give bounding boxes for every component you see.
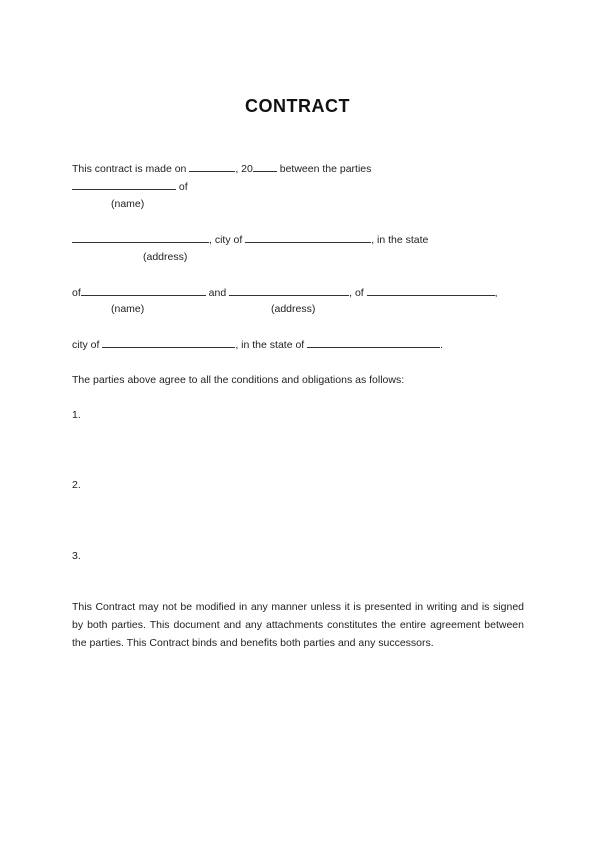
party2-city-blank[interactable] (102, 338, 235, 348)
party2-name-label: (name) (111, 303, 145, 315)
and-text: and (205, 287, 230, 299)
page-title: CONTRACT (245, 96, 350, 116)
year-blank[interactable] (253, 162, 277, 172)
comma-text: , (494, 287, 498, 299)
closing-paragraph: This Contract may not be modified in any manner unless it is presented in writing and is signed by both parties. This document and any attachments constitutes the entire agreement between the parties. This Contract binds and benefits both parties and any successors. (72, 601, 524, 649)
item-2-number: 2. (72, 479, 81, 491)
agree-text: The parties above agree to all the conditions and obligations as follows: (72, 374, 405, 386)
item-3-number: 3. (72, 550, 81, 562)
in-the-state-text: , in the state (371, 234, 429, 246)
party1-city-blank[interactable] (245, 233, 371, 243)
item-1-number: 1. (72, 409, 81, 421)
party1-name-blank[interactable] (72, 180, 176, 190)
in-the-state-of-text: , in the state of (235, 339, 308, 351)
party1-address-blank[interactable] (72, 233, 209, 243)
party1-line (72, 180, 188, 194)
party1-name-label: (name) (111, 198, 145, 210)
city-of-text: , city of (209, 234, 246, 246)
period-text: . (440, 339, 444, 351)
city-of-text-2: city of (72, 339, 103, 351)
party2-address-label: (address) (271, 303, 316, 315)
party1-of-text: of (176, 181, 188, 193)
date-blank[interactable] (189, 162, 235, 172)
party2-line (72, 286, 498, 300)
party1-address-line (72, 233, 428, 247)
intro-text-3: between the parties (276, 163, 372, 175)
party1-state-blank[interactable] (81, 286, 206, 296)
party2-state-blank[interactable] (307, 338, 440, 348)
intro-text-2: , 20 (235, 163, 253, 175)
intro-text-1: This contract is made on (72, 163, 190, 175)
party1-address-label: (address) (143, 251, 188, 263)
of-mid-text: , of (349, 287, 367, 299)
party2-address-blank[interactable] (367, 286, 495, 296)
party2-city-line (72, 338, 443, 352)
intro-line (72, 162, 371, 176)
party2-name-blank[interactable] (229, 286, 349, 296)
of-prefix-text: of (72, 287, 81, 299)
